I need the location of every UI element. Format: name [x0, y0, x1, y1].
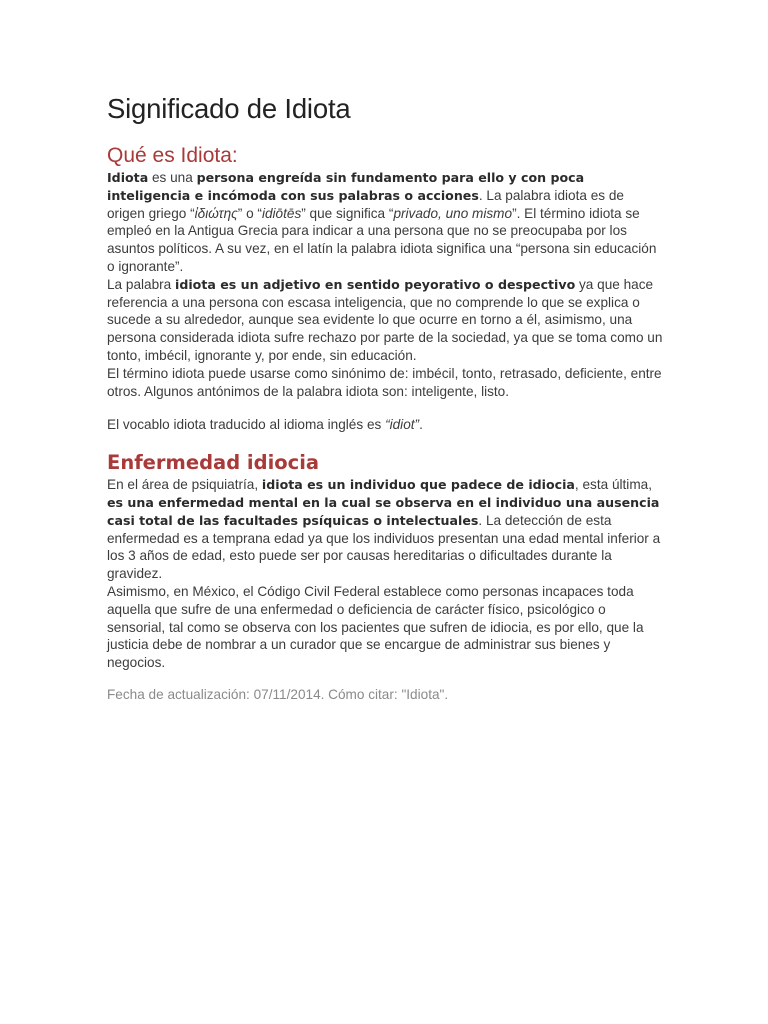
section-heading-text: Enfermedad idiocia: [107, 451, 320, 475]
paragraph-definition: [107, 169, 663, 276]
greek-term: ἰδιώτης: [194, 205, 238, 221]
paragraph-translation: [107, 416, 663, 434]
paragraph-legal: Asimismo, en México, el Código Civil Federal establece como personas incapaces toda aquella que sufre de una enfermedad o deficiencia de carácter físico, psicológico o sensorial, tal como se observa con los pacientes que sufren de idiocia, es por ello, que la justicia debe de nombrar a un curador que se encargue de administrar sus bienes y negocios.: [107, 583, 644, 671]
text-run: ya que hace referencia a una persona con escasa inteligencia, que no comprende lo que se explica o sucede a su alrededor, aunque sea evidente lo que ocurre en torno a él, asimismo, una persona considerada idiota sufre rechazo por parte de la sociedad, ya que se toma como un tonto, imbécil, ignorante y, por ende, sin educación.: [107, 276, 663, 363]
text-run: . La detección de esta enfermedad es a temprana edad ya que los individuos presentan una edad mental inferior a los 3 años de edad, esto puede ser por causas hereditarias o dificultades durante la gravidez.: [107, 512, 661, 582]
text-run: La palabra: [107, 276, 176, 292]
section-heading-que-es-idiota: Qué es Idiota:: [107, 144, 238, 167]
bold-individual: idiota es un individuo que padece de idiocia: [261, 477, 575, 493]
spacer: [107, 400, 663, 416]
update-date-citation: Fecha de actualización: 07/11/2014. Cómo citar: "Idiota".: [107, 686, 449, 702]
article: [107, 92, 663, 704]
text-run: En el área de psiquiatría,: [107, 477, 262, 493]
paragraph-psychiatry: [107, 476, 663, 583]
section-heading-enfermedad-idiocia: [107, 450, 663, 476]
text-run: . La palabra idiota es de origen griego “: [107, 187, 624, 221]
spacer: [107, 672, 663, 686]
bold-term: Idiota: [107, 170, 149, 185]
bold-definition: persona engreída sin fundamento para ello y con poca inteligencia e incómoda con sus palabras o acciones: [107, 170, 585, 203]
text-run: es una: [148, 170, 197, 185]
text-run: ” o “: [237, 205, 262, 221]
bold-disease: es una enfermedad mental en la cual se observa en el individuo una ausencia casi total de las facultades psíquicas o intelectuales: [107, 494, 660, 528]
transliteration: idiōtēs: [261, 205, 302, 221]
paragraph-synonyms: El término idiota puede usarse como sinónimo de: imbécil, tonto, retrasado, deficiente, entre otros. Algunos antónimos de la palabra idiota son: inteligente, listo.: [107, 365, 662, 399]
english-term: “idiot”: [385, 417, 420, 433]
meaning: privado, uno mismo: [393, 205, 513, 221]
text-run: El vocablo idiota traducido al idioma inglés es: [107, 417, 386, 433]
page-title: Significado de Idiota: [107, 93, 351, 124]
text-run: .: [419, 417, 423, 433]
text-run: ” que significa “: [301, 205, 394, 221]
bold-adjective: idiota es un adjetivo en sentido peyorativo o despectivo: [175, 276, 576, 292]
paragraph-adjective: [107, 276, 663, 365]
spacer: [107, 434, 663, 450]
text-run: , esta última,: [574, 477, 652, 493]
text-run: ”. El término idiota se empleó en la Antigua Grecia para indicar a una persona que no se preocupaba por los asuntos políticos. A su vez, en el latín la palabra idiota significa una “persona sin educación o ignorante”.: [107, 205, 657, 274]
